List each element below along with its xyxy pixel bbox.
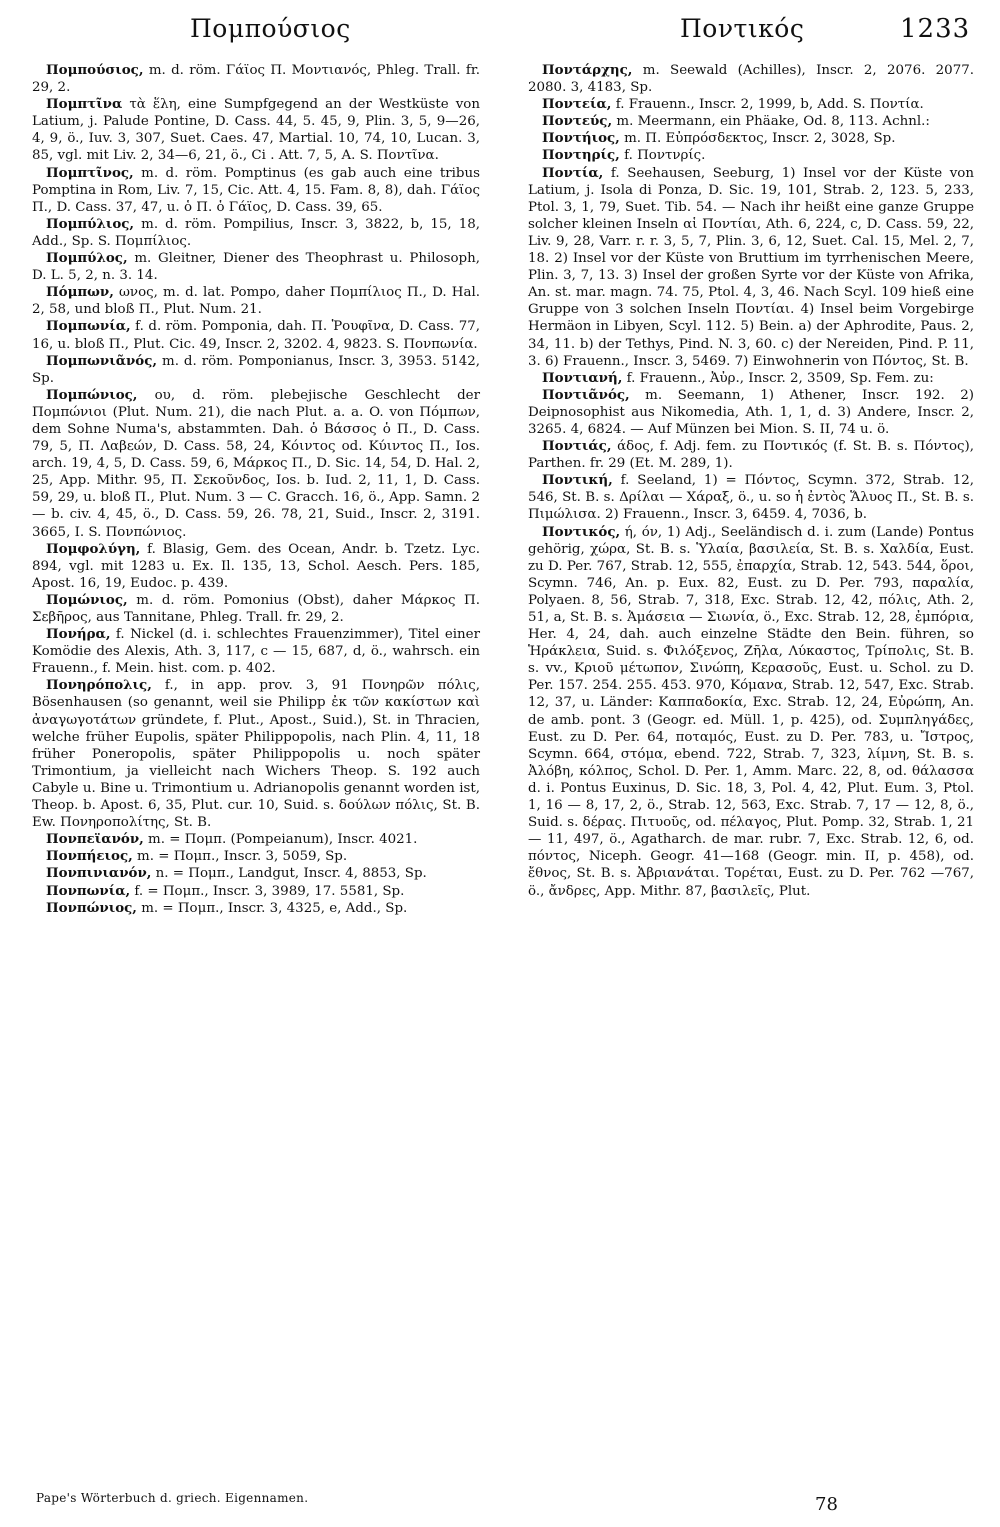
- dictionary-entry: [32, 592, 480, 626]
- entry-text: ωνος, m. d. lat. Pompo, daher Πομπίλιος Π., D. Hal. 2, 58, und bloß Π., Plut. Num. 21.: [32, 285, 480, 318]
- entry-text: m. d. röm. Pompilius, Inscr. 3, 3822, b, 15, 18, Add., Sp. S. Πομπίλιος.: [32, 216, 480, 249]
- entry-headword: Πομπύλος,: [46, 250, 128, 267]
- entry-text: f. d. röm. Pomponia, dah. Π. Ῥουφῖνα, D. Cass. 77, 16, u. bloß Π., Plut. Cic. 49, Inscr. 2, 3202. 4, 9823. S. Πονπωνία.: [32, 319, 480, 352]
- entry-headword: Πομπύλιος,: [46, 215, 135, 232]
- entry-text: τὰ ἕλη, eine Sumpfgegend an der Westküste von Latium, j. Palude Pontine, D. Cass. 44, 5. 45, 9, Plin. 3, 5, 9—26, 4, 9, ö., Iuv. 3, 307, Suet. Caes. 47, Martial. 10, 74, 10, Lucan. 3, 85, vgl. mit Liv. 2, 34—6, 21, ö., Ci . Att. 7, 5, A. S. Ποντῖνα.: [32, 97, 480, 164]
- dictionary-entry: [32, 883, 480, 900]
- entry-text: m. d. röm. Γάϊος Π. Μοντιανός, Phleg. Trall. fr. 29, 2.: [32, 63, 480, 96]
- dictionary-entry: [32, 541, 480, 592]
- entry-headword: Ποντήιος,: [542, 130, 620, 147]
- entry-text: m. d. röm. Pomonius (Obst), daher Μάρκος Π. Σεβῆρος, aus Tannitane, Phleg. Trall. fr. 29, 2.: [32, 592, 480, 625]
- dictionary-entry: [528, 96, 974, 113]
- sheet-number: 78: [815, 1494, 838, 1515]
- entry-headword: Πομπωνία,: [46, 318, 131, 335]
- dictionary-entry: [32, 353, 480, 387]
- entry-text: m. Π. Εὐπρόσδεκτος, Inscr. 2, 3028, Sp.: [619, 131, 896, 147]
- entry-headword: Πονπεϊανόν,: [46, 831, 144, 848]
- dictionary-entry: [528, 130, 974, 147]
- right-column: [528, 62, 974, 900]
- entry-text: m. d. röm. Pomponianus, Inscr. 3, 3953. 5142, Sp.: [32, 353, 480, 386]
- entry-text: n. = Πομπ., Landgut, Inscr. 4, 8853, Sp.: [151, 866, 427, 882]
- entry-headword: Ποντιάς,: [542, 438, 612, 455]
- dictionary-entry: [528, 524, 974, 900]
- entry-headword: Ποντηρίς,: [542, 147, 620, 164]
- entry-headword: Πομπώνιος,: [46, 386, 138, 403]
- entry-text: f. Ποντνρίς.: [619, 148, 706, 164]
- entry-text: m. = Πομπ., Inscr. 3, 5059, Sp.: [132, 849, 348, 865]
- dictionary-entry: [32, 284, 480, 318]
- running-head-right: Ποντικός: [680, 14, 805, 43]
- dictionary-entry: [528, 165, 974, 370]
- entry-text: f. Nickel (d. i. schlechtes Frauenzimmer), Titel einer Komödie des Alexis, Ath. 3, 117, c — 15, 687, d, ö., wahrsch. ein Frauenn., f. Mein. hist. com. p. 402.: [32, 627, 480, 677]
- dictionary-entry: [528, 472, 974, 523]
- entry-headword: Ποντεύς,: [542, 113, 613, 130]
- entry-text: m. Gleitner, Diener des Theophrast u. Philosoph, D. L. 5, 2, n. 3. 14.: [32, 251, 480, 284]
- dictionary-entry: [528, 147, 974, 164]
- dictionary-entry: [32, 216, 480, 250]
- dictionary-entry: [32, 318, 480, 352]
- dictionary-entry: [32, 62, 480, 96]
- entry-text: f. Frauenn., Ἀὐρ., Inscr. 2, 3509, Sp. Fem. zu:: [622, 370, 934, 386]
- entry-headword: Ποντιᾶνός,: [542, 386, 630, 403]
- dictionary-entry: [32, 165, 480, 216]
- dictionary-entry: [32, 848, 480, 865]
- entry-headword: Πόμπων,: [46, 284, 114, 301]
- dictionary-entry: [528, 387, 974, 438]
- entry-text: f. = Πομπ., Inscr. 3, 3989, 17. 5581, Sp.: [130, 883, 405, 899]
- entry-headword: Πονπινιανόν,: [46, 865, 152, 882]
- entry-text: f. Blasig, Gem. des Ocean, Andr. b. Tzetz. Lyc. 894, vgl. mit 1283 u. Ex. Il. 135, 13, Schol. Aesch. Pers. 185, Apost. 16, 19, Eudoc. p. 439.: [32, 541, 480, 591]
- page-number: 1233: [900, 14, 971, 44]
- entry-headword: Ποντική,: [542, 472, 613, 489]
- entry-headword: Πομφολύγη,: [46, 540, 141, 557]
- entry-headword: Πομπωνιᾶνός,: [46, 352, 158, 369]
- dictionary-entry: [32, 865, 480, 882]
- dictionary-entry: [528, 62, 974, 96]
- entry-text: ή, όν, 1) Adj., Seeländisch d. i. zum (Lande) Pontus gehörig, χώρα, St. B. s. Ὑλαία, βασιλεία, St. B. s. Χαλδία, Eust. zu D. Per. 767, Strab. 12, 555, ἐπαρχία, Strab. 12, 543. 544, ὅροι, Scymn. 746, An. p. Eux. 82, Eust. zu D. Per. 793, παραλία, Polyaen. 8, 56, Strab. 7, 318, Exc. Strab. 12, 42, πόλις, Ath. 2, 51, a, St. B. s. Ἀμάσεια — Σιωνία, ö., Exc. Strab. 12, 28, ἐμπόρια, Her. 4, 24, dah. auch einzelne Städte den Bein. führen, so Ἡράκλεια, Suid. s. Φιλόξενος, Ζῆλα, Λύκαστος, Τρίπολις, St. B. s. vv., Κριοῦ μέτωπον, Σινώπη, Κερασοῦς, Eust. u. Schol. zu D. Per. 157. 254. 255. 453. 970, Κόμανα, Strab. 12, 547, Exc. Strab. 12, 37, u. Länder: Καππαδοκία, Exc. Strab. 12, 24, Εὐρώπη, An. de amb. pont. 3 (Geogr. ed. Müll. 1, p. 425), od. Συμπληγάδες, Eust. zu D. Per. 64, ποταμός, Eust. zu D. Per. 783, u. Ἴστρος, Scymn. 664, στόμα, ebend. 722, Strab. 7, 323, λίμνη, St. B. s. Ἀλόβη, κόλπος, Schol. D. Per. 1, Amm. Marc. 22, 8, od. θάλασσα d. i. Pontus Euxinus, D. Sic. 18, 3, Pol. 4, 42, Plut. Eum. 3, Ptol. 1, 16 — 8, 17, 2, ö., Strab. 12, 563, Exc. Strab. 7, 17 — 12, 8, ö., Suid. s. δέρας. Πιτυοῦς, od. πέλαγος, Plut. Pomp. 32, Strab. 1, 21 — 11, 497, ö., Agatharch. de mar. rubr. 7, Exc. Strab. 12, 6, od. πόντος, Niceph. Geogr. 41—168 (Geogr. min. II, p. 458), od. ἔθνος, St. B. s. Ἀβριανάται. Τορέται, Eust. zu D. Per. 762 —767, ö., ἄνδρες, App. Mithr. 87, βασιλεῖς, Plut.: [528, 524, 974, 899]
- entry-headword: Πομπούσιος,: [46, 62, 144, 78]
- dictionary-entry: [32, 96, 480, 164]
- entry-text: m. = Πομπ., Inscr. 3, 4325, e, Add., Sp.: [136, 900, 408, 916]
- dictionary-entry: [32, 250, 480, 284]
- entry-headword: Πονπωνία,: [46, 882, 131, 899]
- dictionary-entry: [528, 370, 974, 387]
- entry-text: f. Seeland, 1) = Πόντος, Scymn. 372, Strab. 12, 546, St. B. s. Δρίλαι — Χάραξ, ö., u. so ἡ ἐντὸς Ἅλυος Π., St. B. s. Πιμώλισα. 2) Frauenn., Inscr. 3, 6459. 4, 7036, b.: [528, 473, 974, 523]
- entry-text: m. Seewald (Achilles), Inscr. 2, 2076. 2077. 2080. 3, 4183, Sp.: [528, 63, 974, 96]
- dictionary-entry: [32, 626, 480, 677]
- entry-text: m. Seemann, 1) Athener, Inscr. 192. 2) Deipnosophist aus Nikomedia, Ath. 1, 1, d. 3) Andere, Inscr. 2, 3265. 4, 6824. — Auf Münzen bei Mion. S. II, 74 u. ö.: [528, 387, 974, 437]
- entry-text: ου, d. röm. plebejische Geschlecht der Πομπώνιοι (Plut. Num. 21), die nach Plut. a. a. O. von Πόμπων, dem Sohne Numa's, abstammten. Dah. ὁ Βάσσος ὁ Π., D. Cass. 79, 5, Π. Λαβεών, D. Cass. 58, 24, Κόιντος od. Κύιντος Π., Ios. arch. 19, 4, 5, D. Cass. 59, 6, Μάρκος Π., D. Sic. 14, 54, D. Hal. 2, 25, App. Mithr. 95, Π. Σεκοῦνδος, Ios. b. Iud. 2, 11, 1, D. Cass. 59, 29, u. bloß Π., Plut. Num. 3 — C. Gracch. 16, ö., App. Samn. 2 — b. civ. 4, 45, ö., D. Cass. 59, 26. 78, 21, Suid., Inscr. 2, 3191. 3665, I. S. Πονπώνιος.: [32, 387, 480, 540]
- dictionary-entry: [32, 831, 480, 848]
- footer-note: Pape's Wörterbuch d. griech. Eigennamen.: [36, 1491, 309, 1505]
- dictionary-entry: [528, 438, 974, 472]
- dictionary-entry: [32, 387, 480, 541]
- entry-headword: Πονηρόπολις,: [46, 677, 152, 694]
- entry-text: m. Meermann, ein Phäake, Od. 8, 113. Achnl.:: [612, 114, 930, 130]
- entry-headword: Ποντικός,: [542, 523, 621, 540]
- entry-headword: Ποντία,: [542, 164, 604, 181]
- dictionary-entry: [528, 113, 974, 130]
- entry-text: f. Frauenn., Inscr. 2, 1999, b, Add. S. Ποντία.: [611, 97, 924, 113]
- entry-headword: Πομπτῖνος,: [46, 164, 134, 181]
- entry-headword: Πομώνιος,: [46, 591, 128, 608]
- entry-headword: Πονήρα,: [46, 626, 111, 643]
- entry-headword: Ποντιανή,: [542, 369, 623, 386]
- entry-headword: Ποντεία,: [542, 96, 612, 113]
- entry-text: f. Seehausen, Seeburg, 1) Insel vor der Küste von Latium, j. Isola di Ponza, D. Sic. 19, 101, Strab. 2, 123. 5, 233, Ptol. 3, 1, 79, Suet. Tib. 54. — Nach ihr heißt eine ganze Gruppe solcher kleinen Inseln αἱ Ποντίαι, Ath. 6, 224, c, D. Cass. 59, 22, Liv. 9, 28, Varr. r. r. 3, 5, 7, Plin. 3, 6, 12, Suet. Cal. 15, Mel. 2, 7, 18. 2) Insel vor der Küste von Bruttium im tyrrhenischen Meere, Plin. 3, 7, 13. 3) Insel der großen Syrte vor der Küste von Afrika, An. st. mar. magn. 74. 75, Ptol. 4, 3, 46. Nach Scyl. 109 hieß eine Gruppe von 3 solchen Inseln Ποντίαι. 4) Insel beim Vorgebirge Hermäon in Libyen, Scyl. 112. 5) Bein. a) der Aphrodite, Paus. 2, 34, 11. b) der Tethys, Pind. N. 3, 60. c) der Nereiden, Pind. P. 11, 3. 6) Frauenn., Inscr. 3, 5469. 7) Einwohnerin von Πόντος, St. B.: [528, 165, 974, 369]
- running-head-left: Πομπούσιος: [190, 14, 351, 43]
- left-column: [32, 62, 480, 917]
- entry-headword: Πονπώνιος,: [46, 899, 137, 916]
- entry-text: m. = Πομπ. (Pompeianum), Inscr. 4021.: [143, 832, 418, 848]
- entry-headword: Πομπτῖνα: [46, 96, 123, 113]
- dictionary-entry: [32, 900, 480, 917]
- entry-text: m. d. röm. Pomptinus (es gab auch eine tribus Pomptina in Rom, Liv. 7, 15, Cic. Att. 4, 15. Fam. 8, 8), dah. Γάϊος Π., D. Cass. 37, 47, u. ὁ Π. ὁ Γάϊος, D. Cass. 39, 65.: [32, 165, 480, 215]
- dictionary-entry: [32, 677, 480, 831]
- entry-headword: Ποντάρχης,: [542, 62, 633, 78]
- entry-headword: Πονπήειος,: [46, 848, 133, 865]
- entry-text: f., in app. prov. 3, 91 Πονηρῶν πόλις, Bösenhausen (so genannt, weil sie Philipp ἐκ τῶν κακίστων καὶ ἀναγωγοτάτων gründete, f. Plut., Apost., Suid.), St. in Thracien, welche früher Eupolis, später Philippopolis, nach Plin. 4, 11, 18 früher Poneropolis, später Philippopolis u. noch später Trimontium, ja vielleicht nach Wichers Theop. S. 192 auch Cabyle u. Bine u. Trimontium u. Adrianopolis genannt worden ist, Theop. b. Apost. 6, 35, Plut. cur. 10, Suid. s. δούλων πόλις, St. B. Ew. Πονηροπολίτης, St. B.: [32, 678, 480, 831]
- entry-text: άδος, f. Adj. fem. zu Ποντικός (f. St. B. s. Πόντος), Parthen. fr. 29 (Et. M. 289, 1).: [528, 439, 974, 472]
